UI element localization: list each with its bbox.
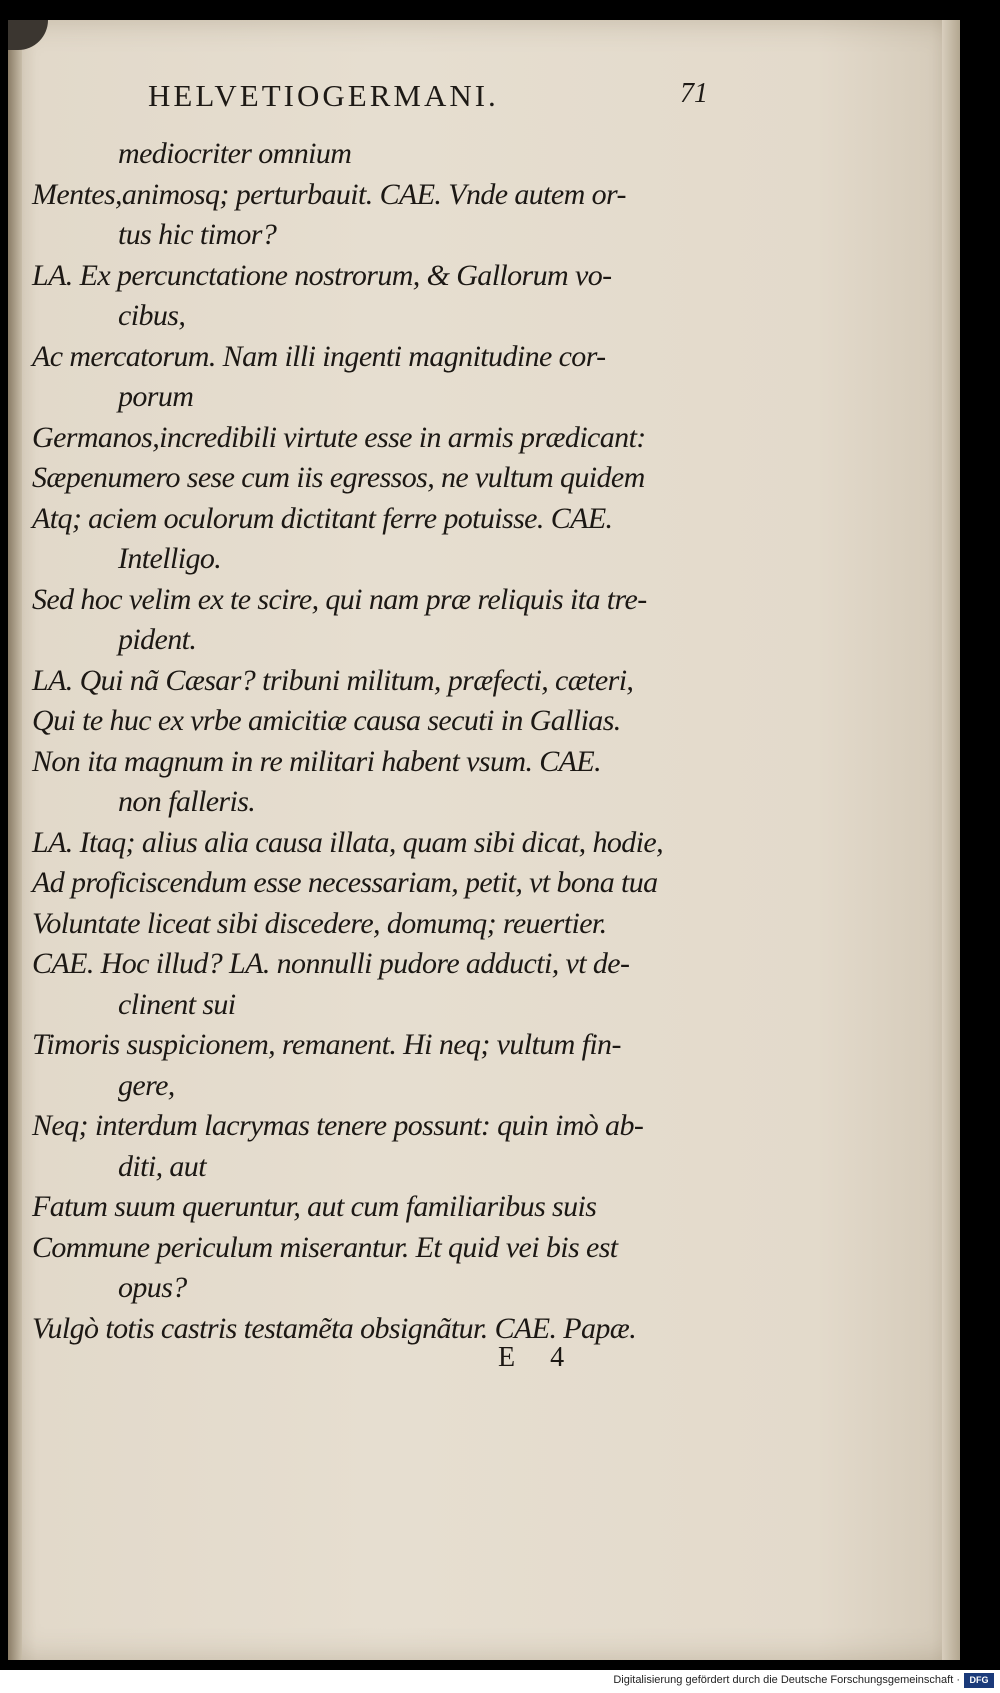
page-edge [942, 20, 960, 1660]
text-line: Qui te huc ex vrbe amicitiæ causa secuti in Gallias. [32, 704, 621, 737]
text-line: Intelligo. [118, 542, 222, 575]
text-line: Fatum suum queruntur, aut cum familiaribus suis [32, 1190, 597, 1223]
text-line: Atq; aciem oculorum dictitant ferre potuisse. CAE. [32, 501, 613, 535]
book-page [8, 20, 960, 1660]
text-line: LA. Ex percunctatione nostrorum, & Gallorum vo- [32, 258, 612, 292]
text-line: clinent sui [118, 987, 236, 1021]
dfg-logo: DFG [964, 1673, 994, 1688]
running-title: HELVETIOGERMANI. [148, 78, 499, 113]
text-line: Vulgò totis castris testamẽta obsignãtur. CAE. Papæ. [32, 1311, 637, 1345]
signature-mark: E 4 [498, 1342, 579, 1373]
page-header [148, 72, 708, 122]
footer-bar [0, 1670, 1000, 1693]
text-line: Neq; interdum lacrymas tenere possunt: quin imò ab- [32, 1109, 644, 1142]
text-line: gere, [118, 1068, 175, 1102]
text-line: Commune periculum miserantur. Et quid vei bis est [32, 1230, 618, 1264]
text-line: diti, aut [118, 1149, 206, 1183]
text-line: Sed hoc velim ex te scire, qui nam præ reliquis ita tre- [32, 582, 647, 616]
text-line: CAE. Hoc illud? LA. nonnulli pudore adducti, vt de- [32, 947, 630, 980]
page-gutter [8, 20, 22, 1660]
funding-credit: Digitalisierung gefördert durch die Deutsche Forschungsgemeinschaft · [613, 1674, 960, 1686]
text-line: porum [118, 380, 194, 413]
text-line: pident. [118, 623, 197, 656]
text-line: cibus, [118, 299, 186, 332]
text-line: LA. Qui nã Cæsar? tribuni militum, præfecti, cæteri, [32, 663, 634, 697]
text-line: Germanos,incredibili virtute esse in armis prædicant: [32, 420, 646, 454]
text-line: Sæpenumero sese cum iis egressos, ne vultum quidem [32, 461, 645, 494]
text-block [32, 134, 712, 1349]
text-line: tus hic timor? [118, 218, 277, 251]
text-line: opus? [118, 1271, 187, 1304]
text-line: Mentes,animosq; perturbauit. CAE. Vnde autem or- [32, 177, 626, 211]
text-line: Voluntate liceat sibi discedere, domumq; reuertier. [32, 906, 607, 940]
page-number: 71 [680, 78, 708, 109]
text-line: Ad proficiscendum esse necessariam, petit, vt bona tua [32, 866, 658, 899]
text-line: Ac mercatorum. Nam illi ingenti magnitudine cor- [32, 339, 606, 373]
text-line: Timoris suspicionem, remanent. Hi neq; vultum fin- [32, 1028, 621, 1061]
text-line: Non ita magnum in re militari habent vsum. CAE. [32, 744, 602, 778]
text-line: LA. Itaq; alius alia causa illata, quam sibi dicat, hodie, [32, 825, 664, 859]
text-line: mediocriter omnium [118, 137, 352, 170]
text-line: non falleris. [118, 785, 256, 818]
page-corner-shadow [8, 20, 48, 50]
